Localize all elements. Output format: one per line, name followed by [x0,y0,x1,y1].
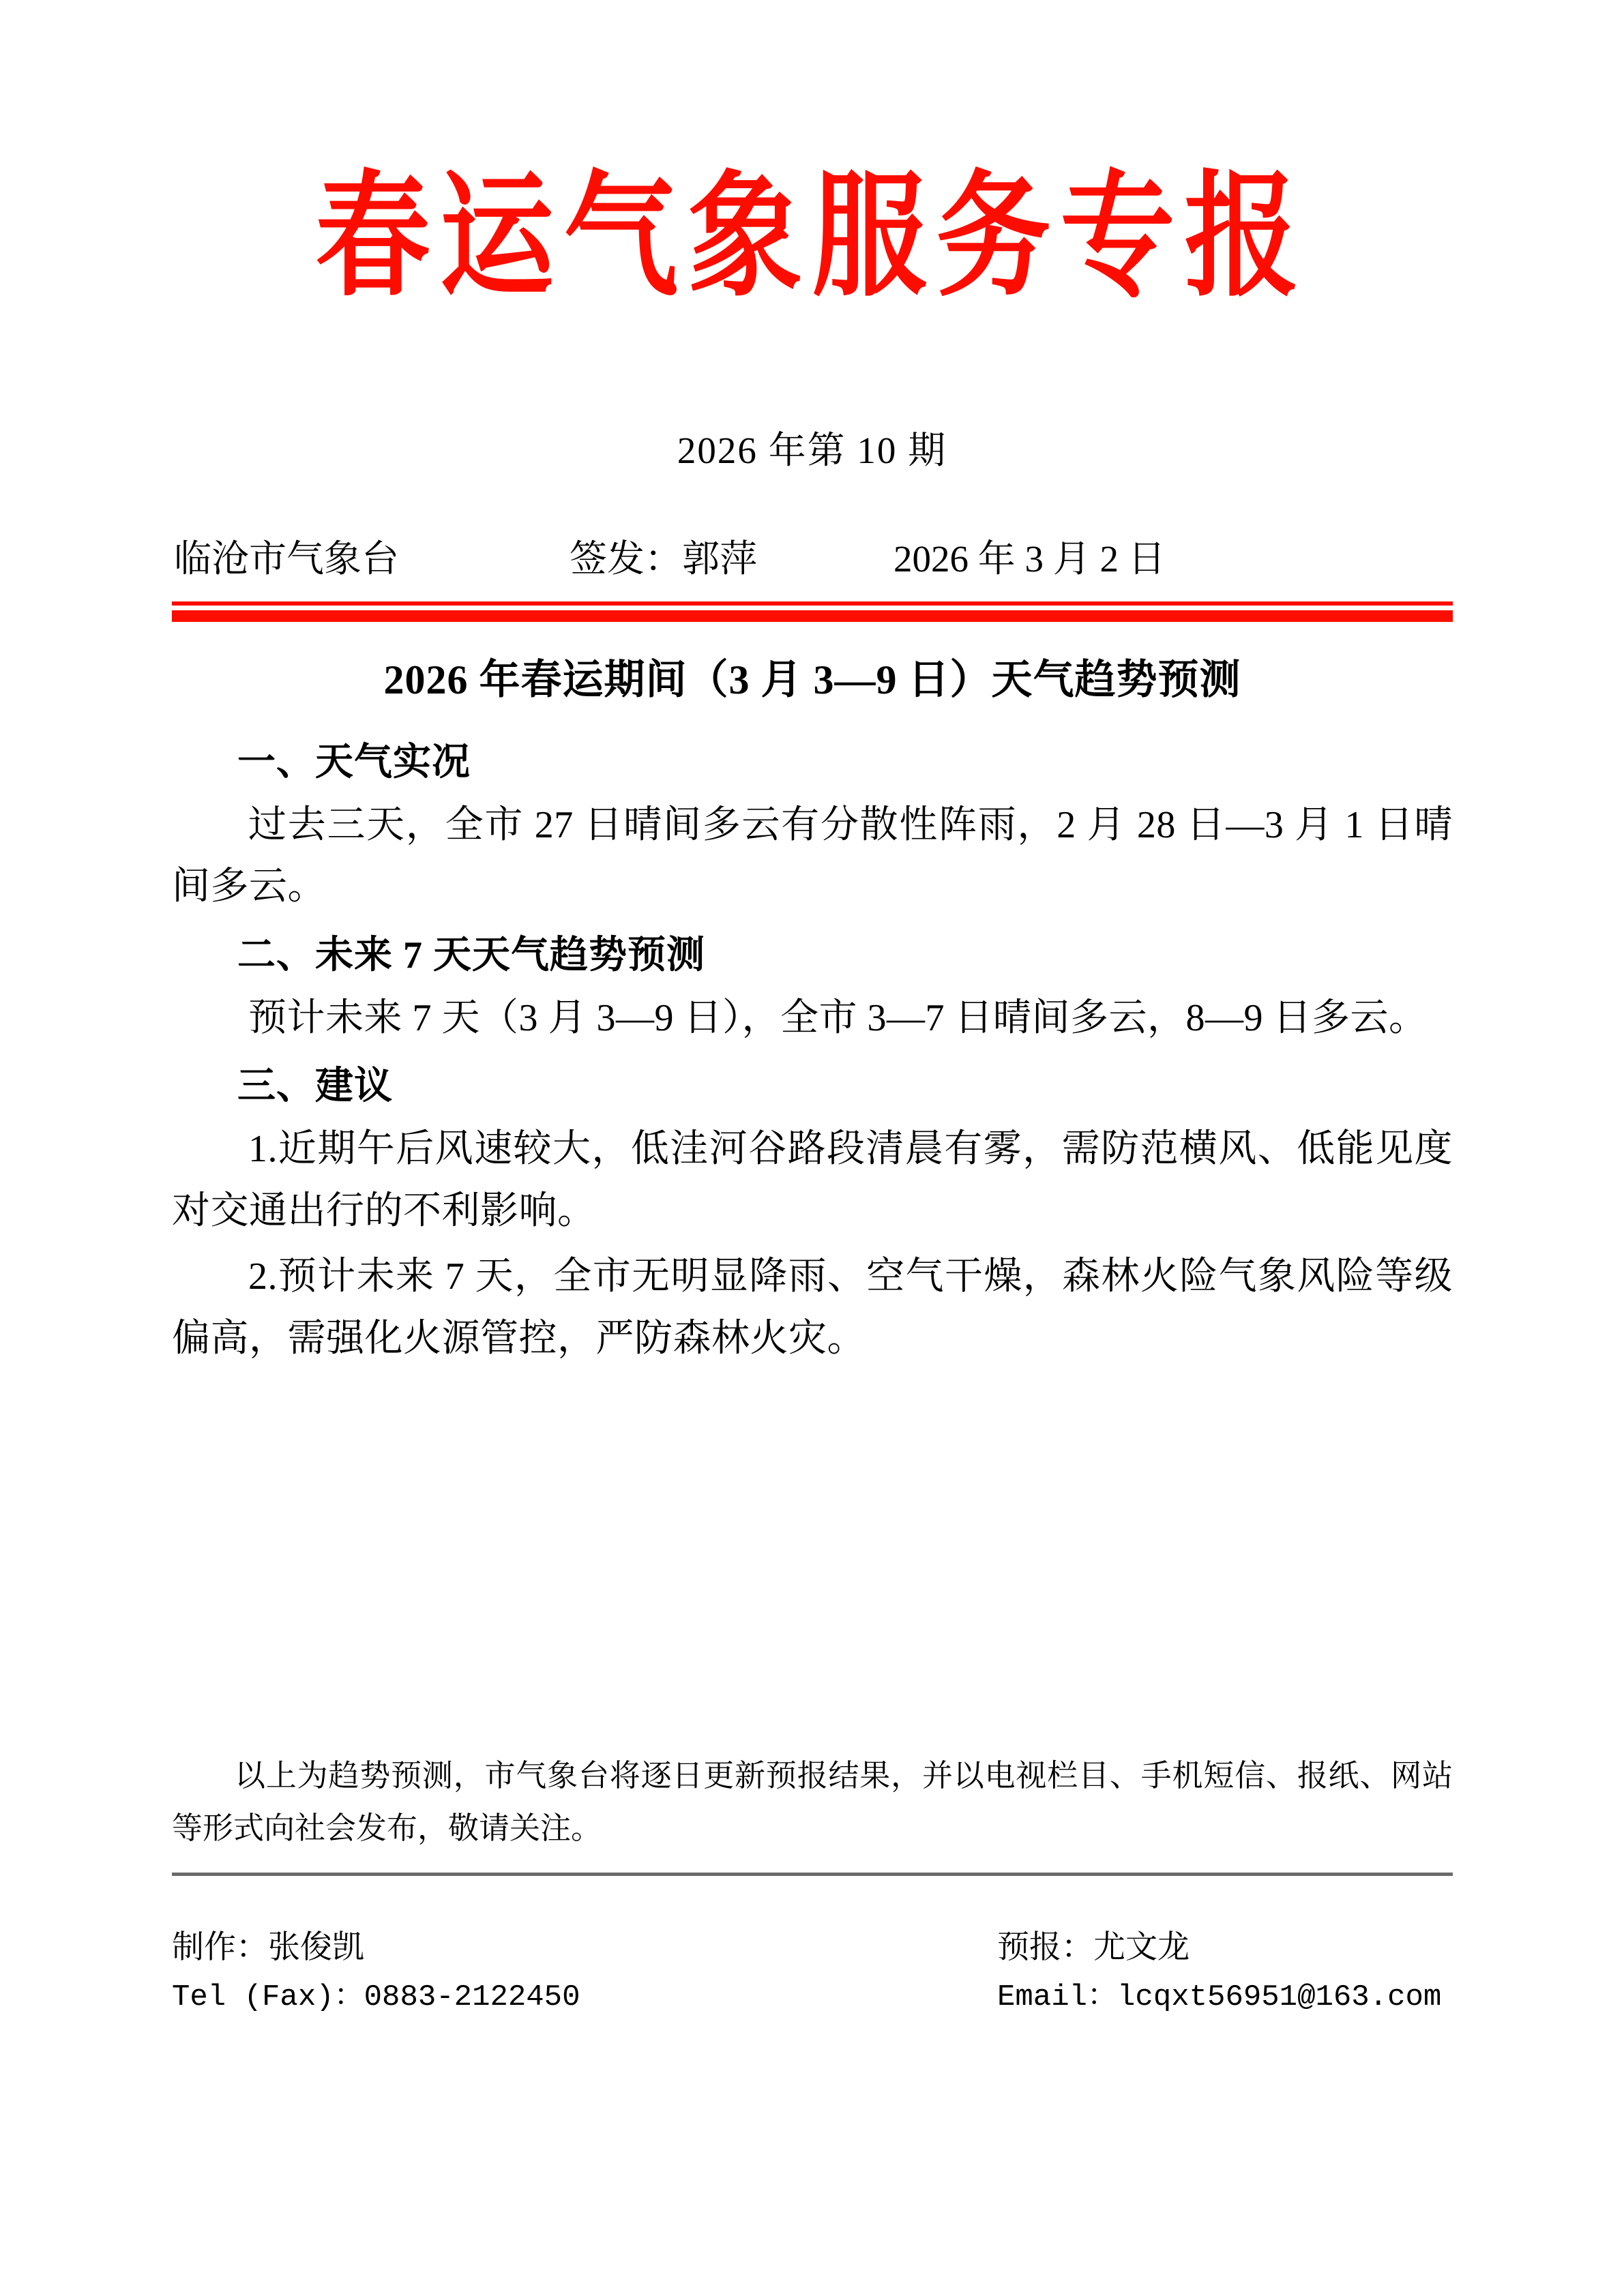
section-heading-weather-observation: 一、天气实况 [237,741,471,784]
closing-note: 以上为趋势预测，市气象台将逐日更新预报结果，并以电视栏目、手机短信、报纸、网站等形式向社会发布，敬请关注。 [172,1759,1453,1846]
bulletin-title: 春运气象服务专报 [315,163,1309,313]
signed-by: 签发：郭萍 [570,538,758,580]
section-heading-recommendations: 三、建议 [237,1065,393,1108]
footer-divider [172,1873,1453,1876]
footer-telephone: Tel (Fax)：0883-2122450 [172,1980,580,2015]
issue-date: 2026 年 3 月 2 日 [894,538,1166,580]
document-body [172,655,1453,1374]
issuing-office: 临沧市气象台 [174,538,400,580]
footer [172,1922,1453,2022]
footer-column-left [172,1922,997,2022]
masthead [0,158,1624,313]
paragraph-recommendation-1: 1.近期午后风速较大，低洼河谷路段清晨有雾，需防范横风、低能见度对交通出行的不利影响。 [172,1127,1453,1232]
paragraph-weather-observation: 过去三天，全市 27 日晴间多云有分散性阵雨，2 月 28 日—3 月 1 日晴间多云。 [172,803,1453,908]
paragraph-seven-day-forecast: 预计未来 7 天（3 月 3—9 日），全市 3—7 日晴间多云，8—9 日多云。 [248,996,1428,1039]
red-divider-gap [172,606,1453,610]
red-divider-thick-bar [172,610,1453,622]
header-meta-row [174,539,1443,580]
section-heading-seven-day-forecast: 二、未来 7 天天气趋势预测 [237,934,705,977]
footer-column-right [997,1922,1441,2022]
paragraph-recommendation-2: 2.预计未来 7 天，全市无明显降雨、空气干燥，森林火险气象风险等级偏高，需强化火源管控，严防森林火灾。 [172,1255,1453,1360]
footer-forecaster: 预报：尤文龙 [997,1930,1190,1965]
red-divider [172,601,1453,622]
issue-number: 2026 年第 10 期 [677,430,947,471]
document-subtitle: 2026 年春运期间（3 月 3—9 日）天气趋势预测 [383,657,1241,702]
footer-email: Email：lcqxt56951@163.com [997,1980,1442,2015]
footer-producer: 制作：张俊凯 [172,1930,364,1965]
